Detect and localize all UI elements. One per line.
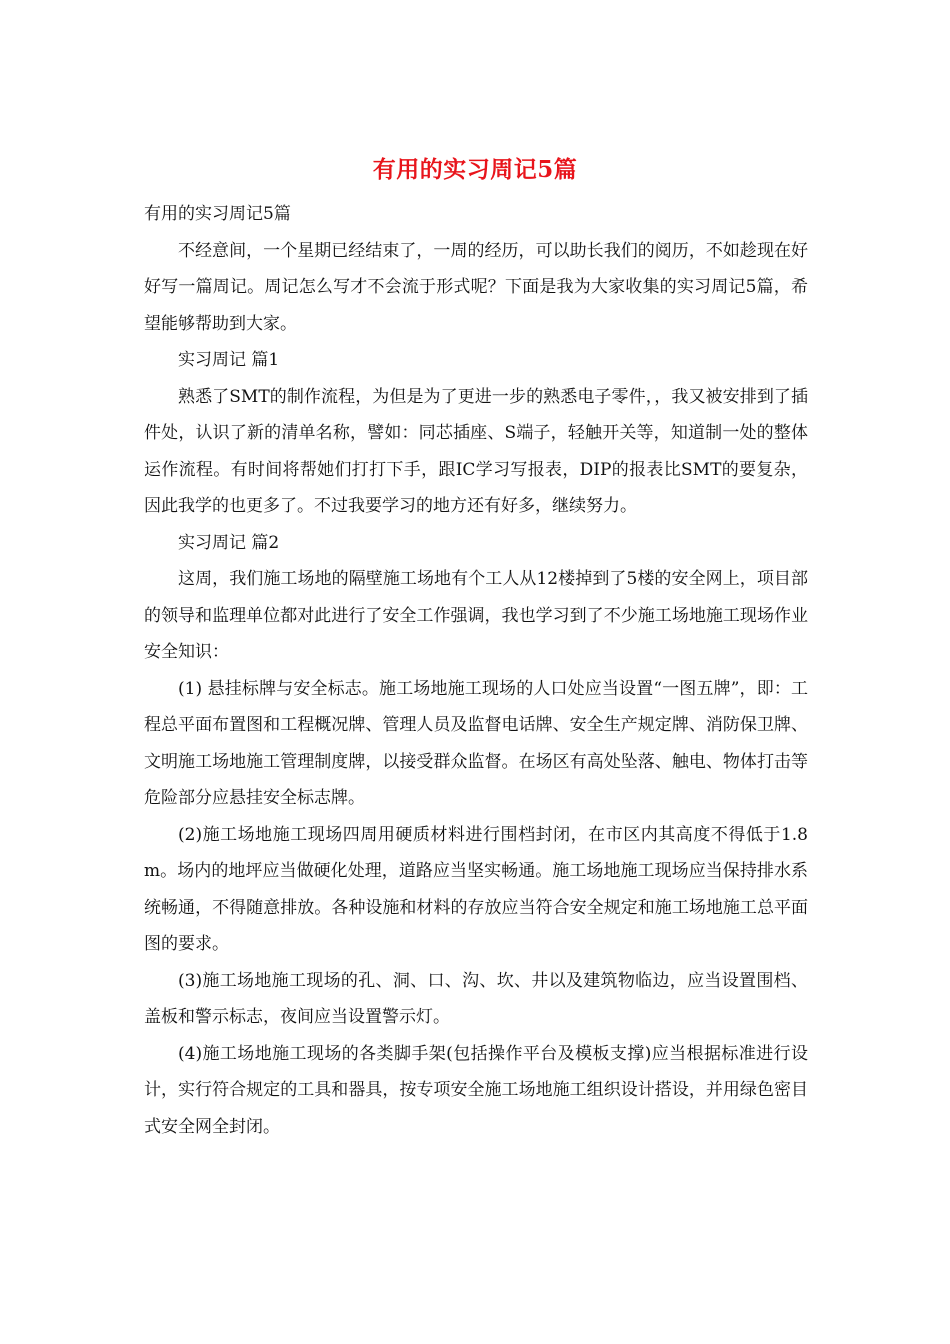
document-title: 有用的实习周记5篇 bbox=[372, 156, 578, 183]
section-2-paragraph: 这周，我们施工场地的隔壁施工场地有个工人从12楼掉到了5楼的安全网上，项目部的领导和监理单位都对此进行了安全工作强调，我也学习到了不少施工场地施工现场作业安全知识： bbox=[144, 569, 808, 662]
safety-item-1: (1) 悬挂标牌与安全标志。施工场地施工现场的人口处应当设置“一图五牌”，即：工程总平面布置图和工程概况牌、管理人员及监督电话牌、安全生产规定牌、消防保卫牌、文明施工场地施工管理制度牌，以接受群众监督。在场区有高处坠落、触电、物体打击等危险部分应悬挂安全标志牌。 bbox=[144, 678, 808, 808]
safety-item-4: (4)施工场地施工现场的各类脚手架(包括操作平台及模板支撑)应当根据标准进行设计，实行符合规定的工具和器具，按专项安全施工场地施工组织设计搭设，并用绿色密目式安全网全封闭。 bbox=[144, 1043, 808, 1137]
safety-item-2: (2)施工场地施工现场四周用硬质材料进行围档封闭，在市区内其高度不得低于1.8m。场内的地坪应当做硬化处理，道路应当坚实畅通。施工场地施工现场应当保持排水系统畅通，不得随意排放。各种设施和材料的存放应当符合安全规定和施工场地施工总平面图的要求。 bbox=[144, 824, 808, 954]
subtitle-line: 有用的实习周记5篇 bbox=[144, 204, 291, 224]
safety-item-3: (3)施工场地施工现场的孔、洞、口、沟、坎、井以及建筑物临边，应当设置围档、盖板和警示标志，夜间应当设置警示灯。 bbox=[144, 970, 808, 1027]
intro-paragraph: 不经意间，一个星期已经结束了，一周的经历，可以助长我们的阅历，不如趁现在好好写一篇周记。周记怎么写才不会流于形式呢？下面是我为大家收集的实习周记5篇，希望能够帮助到大家。 bbox=[144, 240, 808, 334]
document-body bbox=[144, 196, 808, 1145]
section-1-paragraph: 熟悉了SMT的制作流程，为但是为了更进一步的熟悉电子零件，，我又被安排到了插件处，认识了新的清单名称，譬如：同芯插座、S端子，轻触开关等，知道制一处的整体运作流程。有时间将帮她们打打下手，跟IC学习写报表，DIP的报表比SMT的要复杂，因此我学的也更多了。不过我要学习的地方还有好多，继续努力。 bbox=[144, 386, 808, 516]
section-heading-1: 实习周记 篇1 bbox=[178, 350, 280, 370]
section-heading-2: 实习周记 篇2 bbox=[178, 532, 280, 553]
